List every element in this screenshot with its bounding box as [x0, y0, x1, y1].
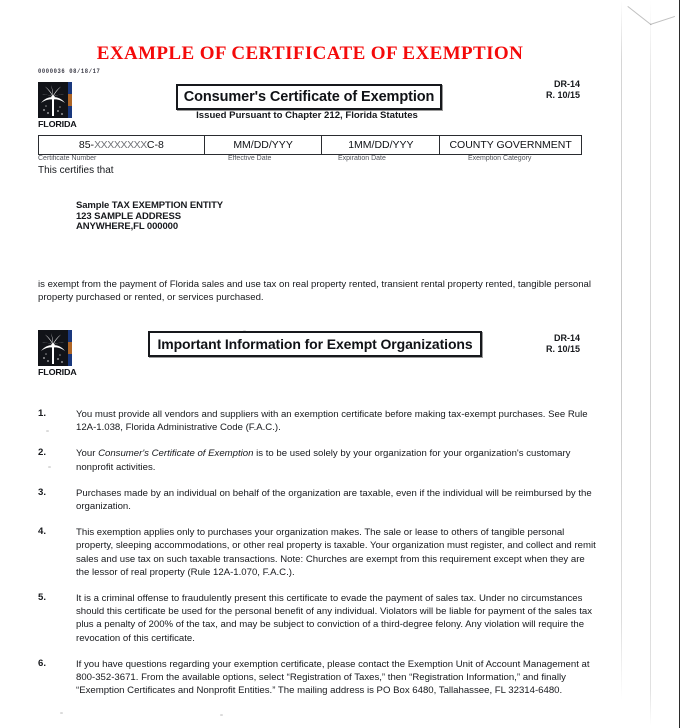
list-item-number: 5. — [38, 592, 47, 604]
florida-wordmark: FLORIDA — [38, 119, 77, 129]
entity-name: Sample TAX EXEMPTION ENTITY — [76, 200, 224, 211]
certifies-that-text: This certifies that — [38, 165, 114, 176]
list-item-number: 4. — [38, 526, 47, 538]
list-item-text — [76, 447, 598, 473]
list-item — [38, 447, 598, 473]
list-item-text: Purchases made by an individual on behalf of the organization are taxable, even if the individual will be reimbursed by the organization. — [76, 487, 592, 513]
entity-city-state-zip: ANYWHERE,FL 000000 — [76, 221, 179, 232]
list-item-number: 2. — [38, 447, 47, 459]
list-item — [38, 526, 598, 579]
label-certificate-number: Certificate Number — [38, 155, 97, 162]
cell-effective-date: MM/DD/YYY — [205, 136, 323, 154]
print-code-stamp: 0000036 08/18/17 — [38, 67, 101, 76]
certificate-heading: Consumer's Certificate of Exemption — [176, 84, 442, 110]
florida-wordmark: FLORIDA — [38, 367, 77, 377]
exempt-organization-terms-list — [38, 408, 598, 710]
label-expiration-date: Expiration Date — [338, 155, 386, 162]
list-item-number: 3. — [38, 486, 47, 498]
certificate-form-meta — [490, 79, 580, 101]
information-form-meta — [490, 333, 580, 355]
certificate-subtitle: Issued Pursuant to Chapter 212, Florida Statutes — [196, 110, 418, 121]
list-item-text: You must provide all vendors and suppliers with an exemption certificate before making tax-exempt purchases. See Rule 12A-1.038, Florida Administrative Code (F.A.C.). — [76, 409, 588, 434]
list-item — [38, 408, 598, 434]
cell-certificate-number — [39, 136, 205, 154]
list-item-text-before: Your — [76, 448, 99, 460]
list-item-text: If you have questions regarding your exemption certificate, please contact the Exemption Unit of Account Management at 800-352-3671. From the available options, select “Registration of Taxes,” then “Registration Information,” and finally “Exemption Certificates and Nonprofit Entities.” The mailing address is PO Box 6480, Tallahassee, FL 32314-6480. — [76, 658, 590, 697]
label-exemption-category: Exemption Category — [468, 155, 532, 162]
information-heading: Important Information for Exempt Organizations — [148, 331, 482, 357]
list-item-text-after: is to be used solely by your organization for your organization's customary nonprofit activities. — [76, 448, 571, 473]
scan-speck — [60, 712, 63, 714]
palm-tree-icon — [38, 330, 72, 366]
list-item-text-italic: Consumer's Certificate of Exemption — [98, 448, 254, 460]
information-form-number: DR-14 — [553, 333, 580, 343]
exemption-statement: is exempt from the payment of Florida sales and use tax on real property rented, transient rental property rented, tangible personal property purchased or rented, or services purchased. — [38, 279, 592, 303]
scan-artifact-line — [650, 0, 651, 728]
exempt-entity-block — [76, 201, 223, 233]
list-item-number: 6. — [38, 657, 47, 669]
cell-expiration-date: 1MM/DD/YYY — [322, 136, 440, 154]
label-effective-date: Effective Date — [228, 155, 272, 162]
palm-tree-icon — [38, 82, 72, 118]
certificate-form-number: DR-14 — [553, 79, 580, 89]
list-item — [38, 592, 598, 645]
list-item-text: This exemption applies only to purchases your organization makes. The sale or lease to others of tangible personal property, sleeping accommodations, or other real property is taxable. Your organization must register, and collect and remit sales and use tax on such taxable transactions. Note: Churches are exempt from this requirement except when they are the lessor of real property (Rule 12A-1.070, F.A.C.). — [76, 527, 596, 578]
list-item — [38, 658, 598, 698]
entity-street: 123 SAMPLE ADDRESS — [76, 210, 182, 222]
scan-crease-artifact — [628, 6, 674, 40]
information-revision: R. 10/15 — [545, 344, 580, 354]
cell-exemption-category: COUNTY GOVERNMENT — [449, 139, 572, 151]
florida-seal-logo — [38, 82, 80, 129]
scan-speck — [220, 714, 223, 716]
certificate-details-table — [38, 135, 582, 155]
page-title: EXAMPLE OF CERTIFICATE OF EXEMPTION — [96, 43, 524, 64]
scan-artifact-line — [621, 0, 622, 700]
certificate-number-prefix: 85- — [78, 139, 95, 151]
certificate-table-labels — [38, 155, 598, 166]
certificate-number-mask: XXXXXXXX — [94, 139, 147, 151]
florida-seal-logo-secondary — [38, 330, 80, 377]
certificate-number-suffix: C-8 — [146, 139, 164, 151]
certificate-revision: R. 10/15 — [545, 90, 580, 100]
list-item-text: It is a criminal offense to fraudulently present this certificate to evade the payment of sales tax. Under no circumstances should this certificate be used for the personal benefit of any individual. Violators will be liable for payment of the sales tax plus a penalty of 200% of the tax, and may be subject to conviction of a third-degree felony. Any violation will require the revocation of this certificate. — [76, 593, 593, 644]
list-item — [38, 487, 598, 513]
list-item-number: 1. — [38, 408, 47, 419]
